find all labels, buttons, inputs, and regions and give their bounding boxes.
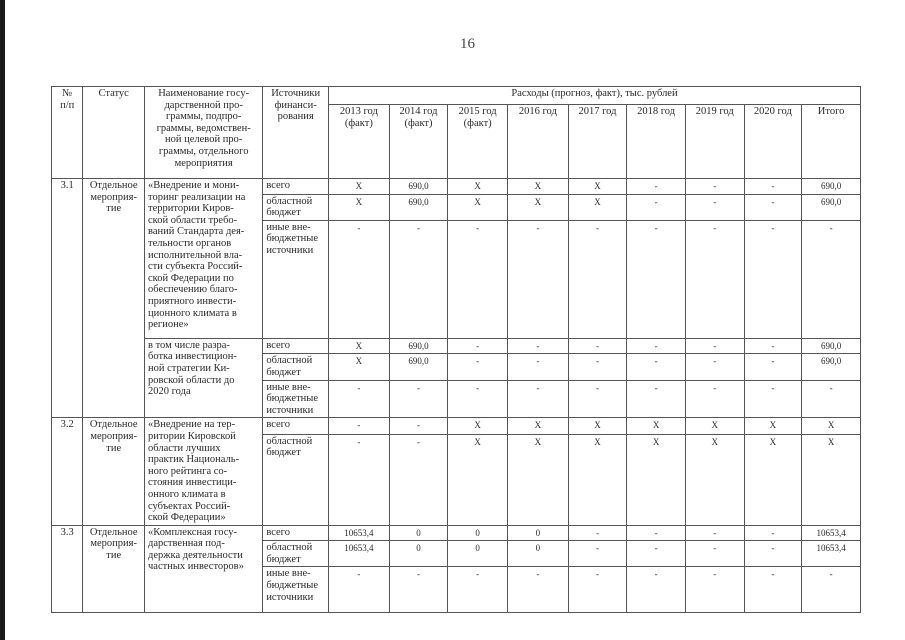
value-cell: - xyxy=(507,354,568,380)
value-cell: 690,0 xyxy=(389,194,448,220)
value-cell: 10653,4 xyxy=(802,525,861,541)
value-cell: - xyxy=(389,567,448,613)
header-name: Наименование госу- дарственной про- граммы, подпро- граммы, ведомствен- ной целевой про- граммы, отдельного мероприятия xyxy=(145,87,263,179)
value-cell: - xyxy=(685,525,744,541)
value-cell: Х xyxy=(329,354,390,380)
value-cell: Х xyxy=(507,434,568,525)
value-cell: 690,0 xyxy=(389,338,448,354)
value-cell: 690,0 xyxy=(802,354,861,380)
value-cell: Х xyxy=(744,434,802,525)
value-cell: - xyxy=(568,354,627,380)
value-cell: 690,0 xyxy=(802,338,861,354)
value-cell: - xyxy=(627,380,686,418)
value-cell: - xyxy=(685,179,744,195)
header-year-5: 2018 год xyxy=(627,105,686,179)
value-cell: Х xyxy=(448,179,508,195)
value-cell: - xyxy=(448,338,508,354)
value-cell: Х xyxy=(507,418,568,434)
value-cell: - xyxy=(744,380,802,418)
value-cell: - xyxy=(568,220,627,338)
value-cell: - xyxy=(568,525,627,541)
row-name: «Комплексная госу- дарственная под- держка деятельности частных инвесторов» xyxy=(145,525,263,613)
value-cell: Х xyxy=(802,418,861,434)
value-cell: 690,0 xyxy=(802,179,861,195)
value-cell: - xyxy=(389,418,448,434)
value-cell: - xyxy=(627,179,686,195)
value-cell: 690,0 xyxy=(802,194,861,220)
value-cell: Х xyxy=(448,194,508,220)
row-source: областной бюджет xyxy=(263,194,329,220)
value-cell: Х xyxy=(329,194,390,220)
value-cell: - xyxy=(744,354,802,380)
value-cell: - xyxy=(389,220,448,338)
value-cell: - xyxy=(744,541,802,567)
value-cell: - xyxy=(685,354,744,380)
value-cell: Х xyxy=(507,194,568,220)
value-cell: - xyxy=(568,567,627,613)
value-cell: 10653,4 xyxy=(329,525,390,541)
value-cell: - xyxy=(744,194,802,220)
row-subname: в том числе разра- ботка инвестицион- ной стратегии Ки- ровской области до 2020 года xyxy=(145,338,263,418)
value-cell: - xyxy=(507,338,568,354)
row-name: «Внедрение на тер- ритории Кировской области лучших практик Националь- ного рейтинга со- стояния инвестици- онного климата в субъектах Россий- ской Федерации» xyxy=(145,418,263,525)
header-year-2: 2015 год (факт) xyxy=(448,105,508,179)
value-cell: - xyxy=(448,380,508,418)
value-cell: Х xyxy=(448,418,508,434)
table-row xyxy=(52,525,861,541)
value-cell: - xyxy=(329,567,390,613)
value-cell: 690,0 xyxy=(389,179,448,195)
row-name: «Внедрение и мони- торинг реализации на территории Киров- ской области требо- ваний Стандарта дея- тельности органов исполнительной вла- сти субъекта Россий- ской Федерации по обеспечению благо- приятного инвести- ционного климата в регионе» xyxy=(145,179,263,339)
row-source: всего xyxy=(263,179,329,195)
row-number: 3.2 xyxy=(52,418,83,525)
value-cell: 690,0 xyxy=(389,354,448,380)
value-cell: Х xyxy=(329,338,390,354)
value-cell: Х xyxy=(568,179,627,195)
header-num: № п/п xyxy=(52,87,83,179)
value-cell: - xyxy=(802,567,861,613)
value-cell: - xyxy=(627,220,686,338)
value-cell: - xyxy=(744,179,802,195)
row-source: иные вне- бюджетные источники xyxy=(263,380,329,418)
value-cell: Х xyxy=(448,434,508,525)
value-cell: - xyxy=(627,338,686,354)
value-cell: Х xyxy=(685,418,744,434)
value-cell: Х xyxy=(627,418,686,434)
value-cell: 10653,4 xyxy=(329,541,390,567)
value-cell: - xyxy=(329,418,390,434)
value-cell: - xyxy=(627,354,686,380)
value-cell: - xyxy=(329,434,390,525)
table-row xyxy=(52,179,861,195)
value-cell: - xyxy=(507,220,568,338)
scan-edge-bar xyxy=(0,0,5,640)
row-status: Отдельное мероприя- тие xyxy=(83,179,145,418)
header-year-6: 2019 год xyxy=(685,105,744,179)
value-cell: - xyxy=(802,380,861,418)
header-year-0: 2013 год (факт) xyxy=(329,105,390,179)
value-cell: 0 xyxy=(507,525,568,541)
value-cell: - xyxy=(448,220,508,338)
value-cell: Х xyxy=(627,434,686,525)
value-cell: Х xyxy=(568,434,627,525)
value-cell: - xyxy=(507,567,568,613)
value-cell: - xyxy=(448,567,508,613)
value-cell: - xyxy=(389,434,448,525)
value-cell: - xyxy=(627,567,686,613)
header-status: Статус xyxy=(83,87,145,179)
value-cell: - xyxy=(744,525,802,541)
value-cell: 0 xyxy=(507,541,568,567)
table-row xyxy=(52,338,861,354)
value-cell: - xyxy=(744,338,802,354)
row-status: Отдельное мероприя- тие xyxy=(83,418,145,525)
value-cell: - xyxy=(685,541,744,567)
row-source: областной бюджет xyxy=(263,541,329,567)
value-cell: - xyxy=(389,380,448,418)
value-cell: Х xyxy=(329,179,390,195)
value-cell: - xyxy=(627,541,686,567)
value-cell: - xyxy=(685,380,744,418)
value-cell: - xyxy=(685,194,744,220)
value-cell: - xyxy=(685,220,744,338)
value-cell: 0 xyxy=(389,525,448,541)
value-cell: Х xyxy=(507,179,568,195)
value-cell: - xyxy=(568,541,627,567)
header-sources: Источники финанси- рования xyxy=(263,87,329,179)
row-number: 3.3 xyxy=(52,525,83,613)
row-source: всего xyxy=(263,418,329,434)
value-cell: - xyxy=(627,525,686,541)
row-source: областной бюджет xyxy=(263,434,329,525)
table-row xyxy=(52,418,861,434)
value-cell: - xyxy=(744,220,802,338)
header-year-3: 2016 год xyxy=(507,105,568,179)
page-number: 16 xyxy=(460,36,475,52)
value-cell: - xyxy=(507,380,568,418)
value-cell: - xyxy=(685,567,744,613)
value-cell: - xyxy=(329,220,390,338)
header-year-4: 2017 год xyxy=(568,105,627,179)
row-source: иные вне- бюджетные источники xyxy=(263,220,329,338)
header-year-7: 2020 год xyxy=(744,105,802,179)
header-expenses: Расходы (прогноз, факт), тыс. рублей xyxy=(329,87,861,105)
row-source: всего xyxy=(263,525,329,541)
value-cell: - xyxy=(448,354,508,380)
value-cell: Х xyxy=(685,434,744,525)
header-year-1: 2014 год (факт) xyxy=(389,105,448,179)
row-source: иные вне- бюджетные источники xyxy=(263,567,329,613)
value-cell: - xyxy=(627,194,686,220)
value-cell: - xyxy=(685,338,744,354)
row-source: областной бюджет xyxy=(263,354,329,380)
value-cell: - xyxy=(568,380,627,418)
value-cell: Х xyxy=(744,418,802,434)
expenses-table xyxy=(51,86,861,613)
value-cell: - xyxy=(802,220,861,338)
value-cell: - xyxy=(329,380,390,418)
value-cell: 0 xyxy=(389,541,448,567)
value-cell: Х xyxy=(568,418,627,434)
row-number: 3.1 xyxy=(52,179,83,418)
value-cell: - xyxy=(744,567,802,613)
header-year-8: Итого xyxy=(802,105,861,179)
value-cell: 0 xyxy=(448,541,508,567)
value-cell: - xyxy=(568,338,627,354)
value-cell: 10653,4 xyxy=(802,541,861,567)
row-status: Отдельное мероприя- тие xyxy=(83,525,145,613)
row-source: всего xyxy=(263,338,329,354)
value-cell: Х xyxy=(802,434,861,525)
value-cell: Х xyxy=(568,194,627,220)
value-cell: 0 xyxy=(448,525,508,541)
